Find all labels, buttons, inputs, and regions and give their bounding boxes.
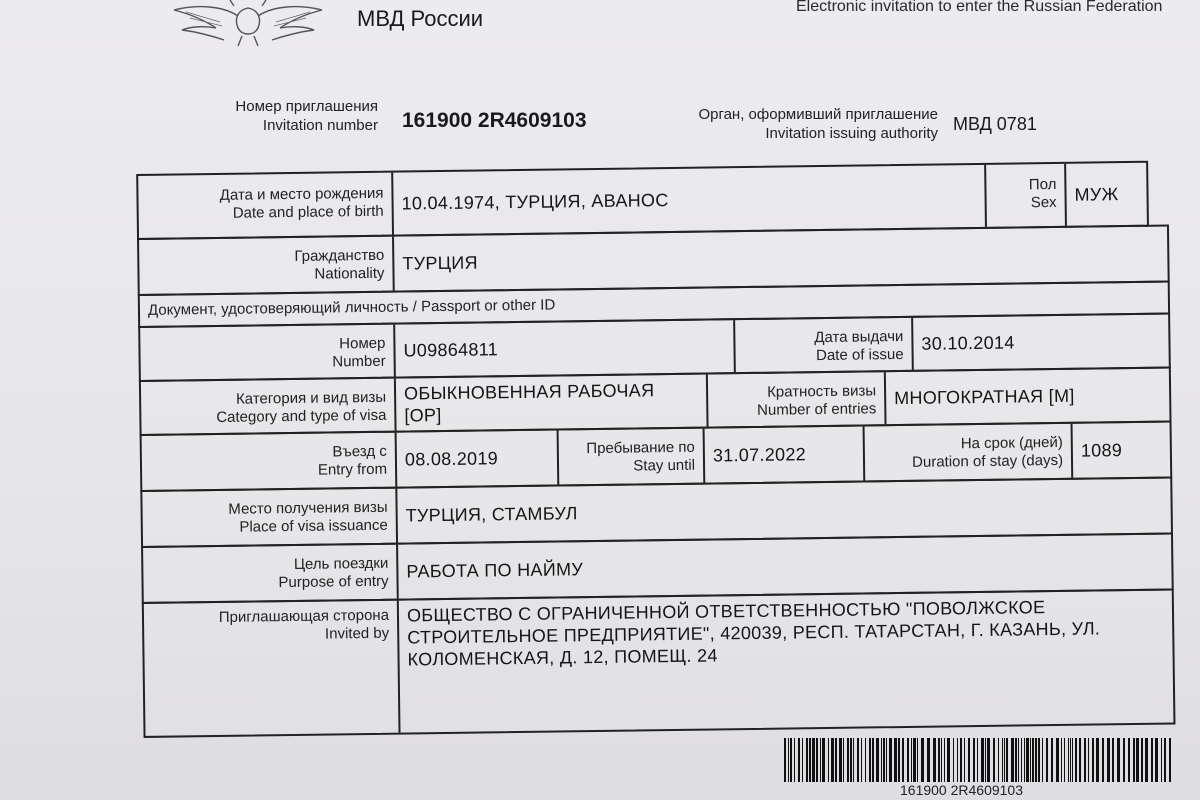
invited-by-label: Приглашающая сторона Invited by (218, 606, 390, 643)
issue-date-value: 30.10.2014 (921, 332, 1015, 354)
passport-number-value: U09864811 (403, 339, 499, 361)
barcode-text: 161900 2R4609103 (900, 782, 1024, 798)
sex-label: Пол Sex (1028, 175, 1057, 212)
org-title: МВД России (357, 6, 484, 31)
sex-value: МУЖ (1074, 184, 1119, 205)
duration-value: 1089 (1080, 440, 1123, 461)
entries-label: Кратность визы Number of entries (757, 382, 877, 419)
invitation-number: 161900 2R4609103 (402, 109, 587, 132)
visa-place-label: Место получения визы Place of visa issuance (228, 498, 388, 536)
birth-label: Дата и место рождения Date and place of birth (219, 184, 384, 222)
barcode-icon (784, 738, 1176, 782)
passport-header: Документ, удостоверяющий личность / Passport or other ID (147, 296, 556, 319)
entry-from-label: Въезд с Entry from (317, 442, 388, 479)
visa-place-value: ТУРЦИЯ, СТАМБУЛ (405, 503, 578, 526)
issue-date-label: Дата выдачи Date of issue (814, 327, 904, 365)
invitation-number-label: Номер приглашения Invitation number (235, 98, 378, 134)
birth-value: 10.04.1974, ТУРЦИЯ, АВАНОС (401, 190, 669, 214)
nationality-value: ТУРЦИЯ (402, 252, 479, 274)
entries-value: МНОГОКРАТНАЯ [М] (894, 385, 1075, 409)
duration-label: На срок (дней) Duration of stay (days) (912, 433, 1064, 471)
entry-from-value: 08.08.2019 (404, 448, 499, 470)
purpose-value: РАБОТА ПО НАЙМУ (406, 559, 584, 582)
double-headed-eagle-icon (168, 0, 328, 46)
issuing-authority: МВД 0781 (953, 114, 1037, 134)
visa-category-value: ОБЫКНОВЕННАЯ РАБОЧАЯ [ОР] (403, 380, 655, 426)
invited-by-row (142, 588, 1176, 737)
passport-number-label: Номер Number (332, 334, 386, 371)
stay-until-label: Пребывание по Stay until (586, 438, 696, 475)
nationality-label: Гражданство Nationality (294, 246, 385, 283)
visa-category-label: Категория и вид визы Category and type of visa (216, 388, 387, 426)
document-title: Electronic invitation to enter the Russian Federation (796, 0, 1163, 15)
invited-by-value: ОБЩЕСТВО С ОГРАНИЧЕННОЙ ОТВЕТСТВЕННОСТЬЮ "ПОВОЛЖСКОЕ СТРОИТЕЛЬНОЕ ПРЕДПРИЯТИЕ", 420039, РЕСП. ТАТАРСТАН, Г. КАЗАНЬ, УЛ. КОЛОМЕНСКАЯ, Д. 12, ПОМЕЩ. 24 (406, 597, 1101, 670)
invitation-form (136, 146, 1178, 744)
issuing-authority-label: Орган, оформивший приглашение Invitation issuing authority (698, 106, 938, 142)
stay-until-value: 31.07.2022 (712, 444, 807, 466)
purpose-label: Цель поездки Purpose of entry (278, 554, 389, 592)
